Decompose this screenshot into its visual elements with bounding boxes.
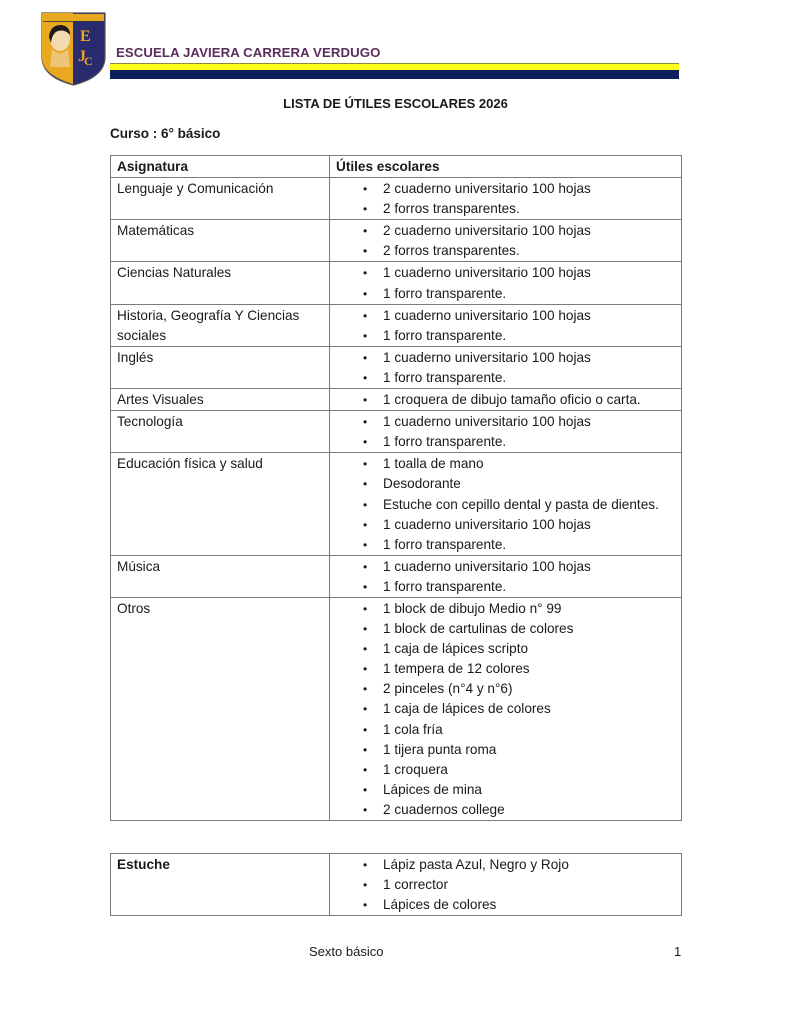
bullet-icon: • (363, 477, 368, 492)
list-item (330, 432, 681, 452)
item-text: 1 cuaderno universitario 100 hojas (383, 349, 591, 365)
estuche-subject: Estuche (111, 854, 330, 916)
bullet-icon: • (363, 244, 368, 259)
bullet-icon: • (363, 266, 368, 281)
table-row (111, 411, 682, 453)
item-text: 2 forros transparentes. (383, 243, 520, 259)
supplies-cell (330, 304, 682, 346)
supplies-list (330, 178, 681, 219)
list-item (330, 179, 681, 199)
supplies-cell (330, 178, 682, 220)
list-item (330, 780, 681, 800)
supplies-cell (330, 389, 682, 411)
item-text: 1 forro transparente. (383, 285, 507, 301)
supplies-list (330, 411, 681, 452)
item-text: Lápices de colores (383, 897, 497, 913)
supplies-list (330, 389, 681, 410)
estuche-items-cell (330, 854, 682, 916)
list-item (330, 720, 681, 740)
list-item (330, 263, 681, 283)
list-item (330, 326, 681, 346)
subject-cell: Inglés (111, 346, 330, 388)
item-text: 2 forros transparentes. (383, 201, 520, 217)
item-text: 1 block de dibujo Medio n° 99 (383, 600, 562, 616)
footer-text: Sexto básico (309, 944, 384, 959)
item-text: Lápiz pasta Azul, Negro y Rojo (383, 857, 569, 872)
table-row (111, 389, 682, 411)
supplies-cell (330, 411, 682, 453)
list-item (330, 515, 681, 535)
list-item (330, 800, 681, 820)
bullet-icon: • (363, 224, 368, 239)
list-item (330, 875, 681, 895)
supplies-cell (330, 220, 682, 262)
supplies-list (330, 598, 681, 820)
school-logo (40, 11, 107, 87)
list-item (330, 348, 681, 368)
item-text: 1 cuaderno universitario 100 hojas (383, 307, 591, 323)
bullet-icon: • (363, 622, 368, 637)
supplies-cell (330, 262, 682, 304)
school-name: ESCUELA JAVIERA CARRERA VERDUGO (116, 45, 381, 60)
bullet-icon: • (363, 601, 368, 616)
list-item (330, 855, 681, 875)
list-item (330, 740, 681, 760)
bullet-icon: • (363, 537, 368, 552)
bullet-icon: • (363, 802, 368, 817)
item-text: Desodorante (383, 476, 461, 492)
table-row (111, 178, 682, 220)
subject-cell: Tecnología (111, 411, 330, 453)
bullet-icon: • (363, 202, 368, 217)
svg-text:E: E (80, 28, 91, 45)
item-text: 1 croquera (383, 761, 448, 777)
item-text: 1 cuaderno universitario 100 hojas (383, 516, 591, 532)
bullet-icon: • (363, 762, 368, 777)
item-text: 2 cuaderno universitario 100 hojas (383, 223, 591, 239)
subject-cell: Historia, Geografía Y Ciencias sociales (111, 304, 330, 346)
subject-cell: Otros (111, 597, 330, 820)
list-item (330, 368, 681, 388)
item-text: 1 cuaderno universitario 100 hojas (383, 265, 591, 281)
subject-cell: Matemáticas (111, 220, 330, 262)
header-stripe-yellow (110, 63, 679, 70)
course-label: Curso : 6° básico (110, 126, 221, 141)
table-row (111, 304, 682, 346)
bullet-icon: • (363, 497, 368, 512)
bullet-icon: • (363, 858, 368, 872)
list-item (330, 284, 681, 304)
bullet-icon: • (363, 898, 368, 913)
list-item (330, 306, 681, 326)
list-item (330, 241, 681, 261)
item-text: Lápices de mina (383, 781, 482, 797)
item-text: 1 croquera de dibujo tamaño oficio o carta. (383, 392, 641, 408)
supplies-cell (330, 555, 682, 597)
list-item (330, 679, 681, 699)
svg-text:J: J (78, 48, 86, 65)
item-text: 1 block de cartulinas de colores (383, 621, 574, 637)
supplies-list (330, 453, 681, 554)
table-row (111, 262, 682, 304)
supplies-list (330, 556, 681, 597)
supplies-cell (330, 346, 682, 388)
header-subject: Asignatura (111, 156, 330, 178)
bullet-icon: • (363, 559, 368, 574)
subject-cell: Artes Visuales (111, 389, 330, 411)
bullet-icon: • (363, 642, 368, 657)
item-text: 1 caja de lápices de colores (383, 701, 551, 717)
bullet-icon: • (363, 722, 368, 737)
table-row (111, 453, 682, 555)
header-stripe-navy (110, 70, 679, 79)
list-item (330, 454, 681, 474)
list-item (330, 557, 681, 577)
item-text: 1 forro transparente. (383, 327, 507, 343)
bullet-icon: • (363, 579, 368, 594)
list-item (330, 639, 681, 659)
bullet-icon: • (363, 782, 368, 797)
bullet-icon: • (363, 308, 368, 323)
bullet-icon: • (363, 328, 368, 343)
item-text: 1 forro transparente. (383, 536, 507, 552)
list-item (330, 390, 681, 410)
bullet-icon: • (363, 286, 368, 301)
page-number: 1 (674, 944, 682, 959)
list-item (330, 474, 681, 494)
list-item (330, 199, 681, 219)
supplies-list (330, 220, 681, 261)
list-item (330, 599, 681, 619)
item-text: 1 cuaderno universitario 100 hojas (383, 414, 591, 430)
bullet-icon: • (363, 393, 368, 408)
bullet-icon: • (363, 415, 368, 430)
table-row (111, 346, 682, 388)
subject-cell: Música (111, 555, 330, 597)
table-row (111, 854, 682, 916)
list-item (330, 619, 681, 639)
table-row (111, 555, 682, 597)
list-item (330, 412, 681, 432)
list-item (330, 577, 681, 597)
supplies-list (330, 347, 681, 388)
table-row (111, 220, 682, 262)
bullet-icon: • (363, 742, 368, 757)
bullet-icon: • (363, 182, 368, 197)
item-text: 1 forro transparente. (383, 434, 507, 450)
list-item (330, 895, 681, 915)
item-text: Estuche con cepillo dental y pasta de dientes. (383, 496, 659, 512)
supplies-cell (330, 453, 682, 555)
header-supplies: Útiles escolares (330, 156, 682, 178)
item-text: 2 cuaderno universitario 100 hojas (383, 181, 591, 197)
supplies-list (330, 305, 681, 346)
supplies-table (110, 155, 682, 821)
bullet-icon: • (363, 702, 368, 717)
supplies-list (330, 262, 681, 303)
supplies-cell (330, 597, 682, 820)
subject-cell: Educación física y salud (111, 453, 330, 555)
list-item (330, 535, 681, 555)
bullet-icon: • (363, 662, 368, 677)
item-text: 1 caja de lápices scripto (383, 641, 529, 657)
estuche-table (110, 853, 682, 916)
subject-cell: Ciencias Naturales (111, 262, 330, 304)
item-text: 1 toalla de mano (383, 456, 484, 472)
item-text: 1 corrector (383, 877, 448, 893)
bullet-icon: • (363, 370, 368, 385)
subject-cell: Lenguaje y Comunicación (111, 178, 330, 220)
estuche-items (330, 854, 681, 915)
item-text: 1 cola fría (383, 721, 443, 737)
bullet-icon: • (363, 682, 368, 697)
item-text: 1 forro transparente. (383, 369, 507, 385)
item-text: 1 tijera punta roma (383, 741, 497, 757)
list-item (330, 221, 681, 241)
bullet-icon: • (363, 350, 368, 365)
bullet-icon: • (363, 878, 368, 893)
list-item (330, 760, 681, 780)
bullet-icon: • (363, 457, 368, 472)
bullet-icon: • (363, 435, 368, 450)
table-row (111, 597, 682, 820)
item-text: 1 tempera de 12 colores (383, 661, 530, 677)
table-header-row (111, 156, 682, 178)
item-text: 1 cuaderno universitario 100 hojas (383, 558, 591, 574)
item-text: 2 pinceles (n°4 y n°6) (383, 681, 513, 697)
svg-text:C: C (84, 54, 93, 68)
item-text: 1 forro transparente. (383, 578, 507, 594)
bullet-icon: • (363, 517, 368, 532)
list-item (330, 495, 681, 515)
item-text: 2 cuadernos college (383, 801, 505, 817)
list-item (330, 659, 681, 679)
document-title: LISTA DE ÚTILES ESCOLARES 2026 (283, 96, 508, 111)
list-item (330, 699, 681, 719)
